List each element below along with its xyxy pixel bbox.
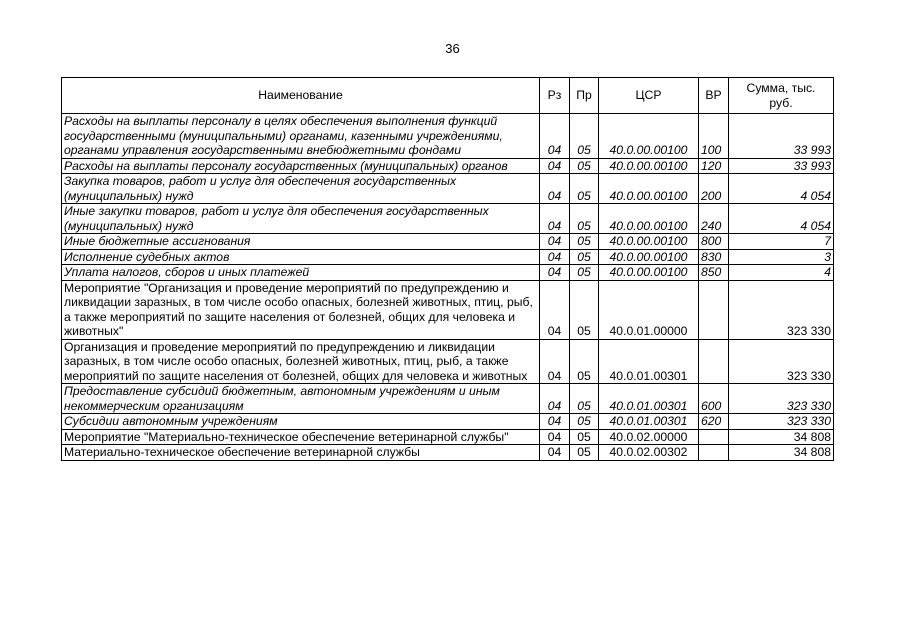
- row-rz: 04: [540, 384, 570, 414]
- row-pr: 05: [570, 204, 599, 234]
- row-name: Материально-техническое обеспечение ветеринарной службы: [62, 445, 540, 461]
- row-csr: 40.0.01.00301: [599, 384, 699, 414]
- row-sum: 33 993: [729, 158, 834, 174]
- row-csr: 40.0.02.00000: [599, 429, 699, 445]
- row-sum: 4: [729, 265, 834, 281]
- table-row: [62, 234, 834, 250]
- row-vr: [699, 339, 729, 384]
- row-name: Иные закупки товаров, работ и услуг для обеспечения государственных (муниципальных) нужд: [62, 204, 540, 234]
- row-rz: 04: [540, 429, 570, 445]
- row-sum: 34 808: [729, 429, 834, 445]
- header-vr: ВР: [699, 78, 729, 114]
- row-vr: 240: [699, 204, 729, 234]
- row-csr: 40.0.00.00100: [599, 204, 699, 234]
- row-csr: 40.0.00.00100: [599, 234, 699, 250]
- row-pr: 05: [570, 429, 599, 445]
- row-sum: 3: [729, 249, 834, 265]
- row-name: Мероприятие "Материально-техническое обеспечение ветеринарной службы": [62, 429, 540, 445]
- row-pr: 05: [570, 249, 599, 265]
- row-name: Расходы на выплаты персоналу государственных (муниципальных) органов: [62, 158, 540, 174]
- row-name: Закупка товаров, работ и услуг для обеспечения государственных (муниципальных) нужд: [62, 174, 540, 204]
- row-pr: 05: [570, 280, 599, 339]
- row-name: Уплата налогов, сборов и иных платежей: [62, 265, 540, 281]
- row-csr: 40.0.01.00301: [599, 339, 699, 384]
- row-sum: 4 054: [729, 174, 834, 204]
- table-row: [62, 414, 834, 430]
- row-vr: 200: [699, 174, 729, 204]
- row-pr: 05: [570, 234, 599, 250]
- row-name: Исполнение судебных актов: [62, 249, 540, 265]
- row-sum: 323 330: [729, 280, 834, 339]
- row-name: Иные бюджетные ассигнования: [62, 234, 540, 250]
- table-header-row: [62, 78, 834, 114]
- row-vr: [699, 429, 729, 445]
- row-rz: 04: [540, 234, 570, 250]
- row-vr: 100: [699, 114, 729, 159]
- row-rz: 04: [540, 280, 570, 339]
- row-csr: 40.0.01.00000: [599, 280, 699, 339]
- row-vr: [699, 280, 729, 339]
- table-row: [62, 158, 834, 174]
- row-rz: 04: [540, 414, 570, 430]
- table-row: [62, 114, 834, 159]
- row-sum: 323 330: [729, 384, 834, 414]
- row-pr: 05: [570, 384, 599, 414]
- row-vr: 620: [699, 414, 729, 430]
- row-pr: 05: [570, 339, 599, 384]
- row-rz: 04: [540, 339, 570, 384]
- table-row: [62, 429, 834, 445]
- row-vr: 850: [699, 265, 729, 281]
- header-name: Наименование: [62, 78, 540, 114]
- row-csr: 40.0.01.00301: [599, 414, 699, 430]
- table-row: [62, 249, 834, 265]
- row-vr: 120: [699, 158, 729, 174]
- header-pr: Пр: [570, 78, 599, 114]
- row-name: Организация и проведение мероприятий по предупреждению и ликвидации заразных, в том числе особо опасных, болезней животных, птиц, рыб, а также мероприятий по защите населения от болезней, общих для человека и животных: [62, 339, 540, 384]
- row-csr: 40.0.00.00100: [599, 158, 699, 174]
- row-pr: 05: [570, 445, 599, 461]
- row-name: Расходы на выплаты персоналу в целях обеспечения выполнения функций государственными (муниципальными) органами, казенными учреждениями, органами управления государственными внебюджетными фондами: [62, 114, 540, 159]
- row-pr: 05: [570, 174, 599, 204]
- row-sum: 323 330: [729, 339, 834, 384]
- row-vr: 800: [699, 234, 729, 250]
- table-row: [62, 204, 834, 234]
- row-sum: 33 993: [729, 114, 834, 159]
- table-row: [62, 445, 834, 461]
- row-vr: 600: [699, 384, 729, 414]
- row-sum: 7: [729, 234, 834, 250]
- header-rz: Рз: [540, 78, 570, 114]
- row-pr: 05: [570, 414, 599, 430]
- row-rz: 04: [540, 114, 570, 159]
- row-rz: 04: [540, 265, 570, 281]
- row-name: Субсидии автономным учреждениям: [62, 414, 540, 430]
- header-csr: ЦСР: [599, 78, 699, 114]
- row-sum: 323 330: [729, 414, 834, 430]
- page-number: 36: [445, 41, 460, 56]
- table-row: [62, 280, 834, 339]
- row-pr: 05: [570, 265, 599, 281]
- header-sum: Сумма, тыс. руб.: [729, 78, 834, 114]
- row-vr: [699, 445, 729, 461]
- row-name: Мероприятие "Организация и проведение мероприятий по предупреждению и ликвидации заразных, в том числе особо опасных, болезней животных, птиц, рыб, а также мероприятий по защите населения от болезней, общих для человека и животных": [62, 280, 540, 339]
- row-rz: 04: [540, 445, 570, 461]
- row-pr: 05: [570, 114, 599, 159]
- table-row: [62, 384, 834, 414]
- row-csr: 40.0.00.00100: [599, 114, 699, 159]
- row-rz: 04: [540, 249, 570, 265]
- row-csr: 40.0.00.00100: [599, 174, 699, 204]
- row-csr: 40.0.00.00100: [599, 265, 699, 281]
- row-csr: 40.0.00.00100: [599, 249, 699, 265]
- row-pr: 05: [570, 158, 599, 174]
- row-sum: 4 054: [729, 204, 834, 234]
- budget-table: [61, 77, 834, 461]
- row-name: Предоставление субсидий бюджетным, автономным учреждениям и иным некоммерческим организациям: [62, 384, 540, 414]
- table-row: [62, 339, 834, 384]
- table-row: [62, 265, 834, 281]
- table-row: [62, 174, 834, 204]
- row-rz: 04: [540, 174, 570, 204]
- row-rz: 04: [540, 204, 570, 234]
- row-vr: 830: [699, 249, 729, 265]
- row-csr: 40.0.02.00302: [599, 445, 699, 461]
- row-rz: 04: [540, 158, 570, 174]
- row-sum: 34 808: [729, 445, 834, 461]
